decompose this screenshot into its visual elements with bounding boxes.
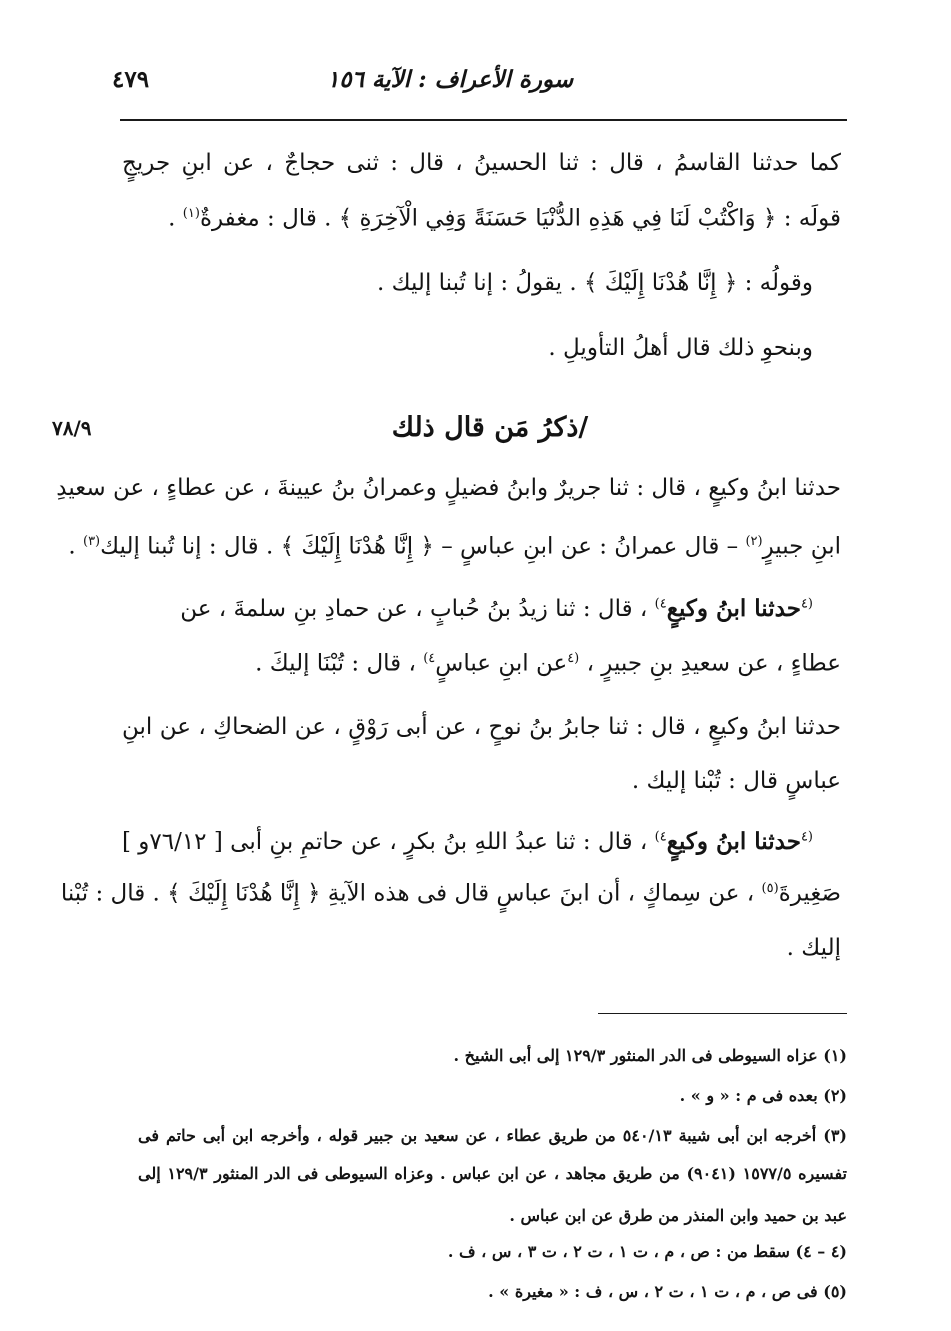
text-line-12-start: صَغِيرةَ	[778, 880, 841, 907]
text-line-8	[122, 652, 841, 676]
omission-mark-open: (٤	[800, 596, 813, 612]
text-line-9: حدثنا ابنُ وكيعٍ ، قال : ثنا جابرُ بنُ نوحٍ ، عن أبى رَوْقٍ ، عن الضحاكِ ، عن ابنِ	[122, 714, 841, 740]
omission-mark-close-3: ٤)	[654, 829, 667, 845]
omission-mark-close-2: ٤)	[423, 651, 436, 666]
text-line-13: إليك .	[786, 935, 841, 961]
footnote-ref-3: (٣)	[82, 534, 101, 549]
header-rule	[120, 119, 847, 121]
text-line-1: كما حدثنا القاسمُ ، قال : ثنا الحسينُ ، قال : ثنى حجاجٌ ، عن ابنِ جريجٍ	[122, 150, 841, 176]
omission-mark-open-2: (٤	[567, 651, 580, 666]
text-line-11-end: ، قال : ثنا عبدُ اللهِ بنُ بكرٍ ، عن حاتمِ بنِ أبى [ ٧٦/١٢و ]	[121, 829, 655, 855]
footnote-3-line-3: عبد بن حميد وابن المنذر من طرق عن ابن عباس .	[509, 1206, 847, 1225]
footnote-1: (١) عزاه السيوطى فى الدر المنثور ١٢٩/٣ إلى أبى الشيخ .	[453, 1046, 847, 1065]
footnote-4: (٤ – ٤) سقط من : ص ، م ، ت ١ ، ت ٢ ، ت ٣ ، س ، ف .	[447, 1242, 847, 1261]
footnote-3-line-2: تفسيره ١٥٧٧/٥ (٩٠٤١) من طريق مجاهد ، عن ابن عباس . وعزاه السيوطى فى الدر المنثور ١٢٩/٣ إلى	[138, 1164, 847, 1183]
footnote-2: (٢) بعده فى م : « و » .	[679, 1086, 847, 1105]
footnote-rule	[598, 1013, 847, 1014]
footnote-3-line-1: (٣) أخرجه ابن أبى شيبة ٥٤٠/١٣ من طريق عطاء ، عن سعيد بن جبير قوله ، وأخرجه ابن أبى حاتم فى	[138, 1126, 847, 1145]
text-line-3: وقولُه : ﴿ إِنَّا هُدْنَا إِلَيْكَ ﴾ . يقولُ : إنا تُبنا إليك .	[376, 270, 813, 296]
margin-reference: ٧٨/٩	[52, 416, 92, 440]
footnote-ref-5: (٥)	[761, 881, 779, 896]
text-line-8-start: عطاءٍ ، عن سعيدِ بنِ جبيرٍ ،	[586, 650, 841, 677]
text-line-4: وبنحوِ ذلك قال أهلُ التأويلِ .	[548, 335, 813, 361]
footnote-5: (٥) فى ص ، م ، ت ١ ، ت ٢ ، س ، ف : « مغيرة » .	[488, 1282, 847, 1301]
text-line-7	[122, 597, 813, 621]
page-number: ٤٧٩	[112, 66, 150, 93]
omission-mark-open-3: (٤	[800, 829, 813, 845]
text-line-12-end: ، عن سِماكٍ ، أن ابنَ عباسٍ قال فى هذه الآيةِ ﴿ إِنَّا هُدْنَا إِلَيْكَ ﴾ . قال : تُبْنا	[60, 880, 762, 907]
text-line-7-start: حدثنا ابنُ وكيعٍ	[666, 595, 801, 622]
text-line-8-middle: عن ابنِ عباسٍ	[435, 650, 568, 677]
text-line-10: عباسٍ قال : تُبْنا إليك .	[631, 768, 841, 794]
text-line-2-main: قولَه : ﴿ وَاكْتُبْ لَنَا فِي هَذِهِ الدُّنْيَا حَسَنَةً وَفِي الْآخِرَةِ ﴾ . قال : مغفرةٌ	[199, 205, 841, 232]
text-line-2-end: .	[168, 205, 183, 232]
text-line-6-end: .	[68, 533, 83, 560]
text-line-11	[122, 830, 813, 854]
footnote-ref-1: (١)	[182, 206, 200, 221]
text-line-6-start: ابنِ جبيرٍ	[762, 533, 841, 560]
text-line-11-start: حدثنا ابنُ وكيعٍ	[666, 828, 801, 855]
text-line-6-middle: – قال عمرانُ : عن ابنِ عباسٍ – ﴿ إِنَّا هُدْنَا إِلَيْكَ ﴾ . قال : إنا تُبنا إليك	[100, 533, 746, 560]
omission-mark-close: ٤)	[654, 596, 667, 612]
text-line-12	[60, 880, 841, 907]
text-line-2	[122, 207, 841, 231]
text-line-8-end: ، قال : تُبْنَا إليكَ .	[255, 650, 424, 677]
text-line-7-end: ، قال : ثنا زيدُ بنُ حُبابٍ ، عن حمادِ بنِ سلمةَ ، عن	[180, 596, 655, 622]
footnote-ref-2: (٢)	[745, 534, 763, 549]
running-header-title: سورة الأعراف : الآية ١٥٦	[326, 66, 574, 93]
section-heading: /ذكرُ مَن قال ذلك	[391, 412, 589, 443]
text-line-6	[68, 533, 841, 560]
text-line-5: حدثنا ابنُ وكيعٍ ، قال : ثنا جريرٌ وابنُ فضيلٍ وعمرانُ بنُ عيينةَ ، عن عطاءٍ ، عن سعيدِ	[56, 475, 841, 501]
